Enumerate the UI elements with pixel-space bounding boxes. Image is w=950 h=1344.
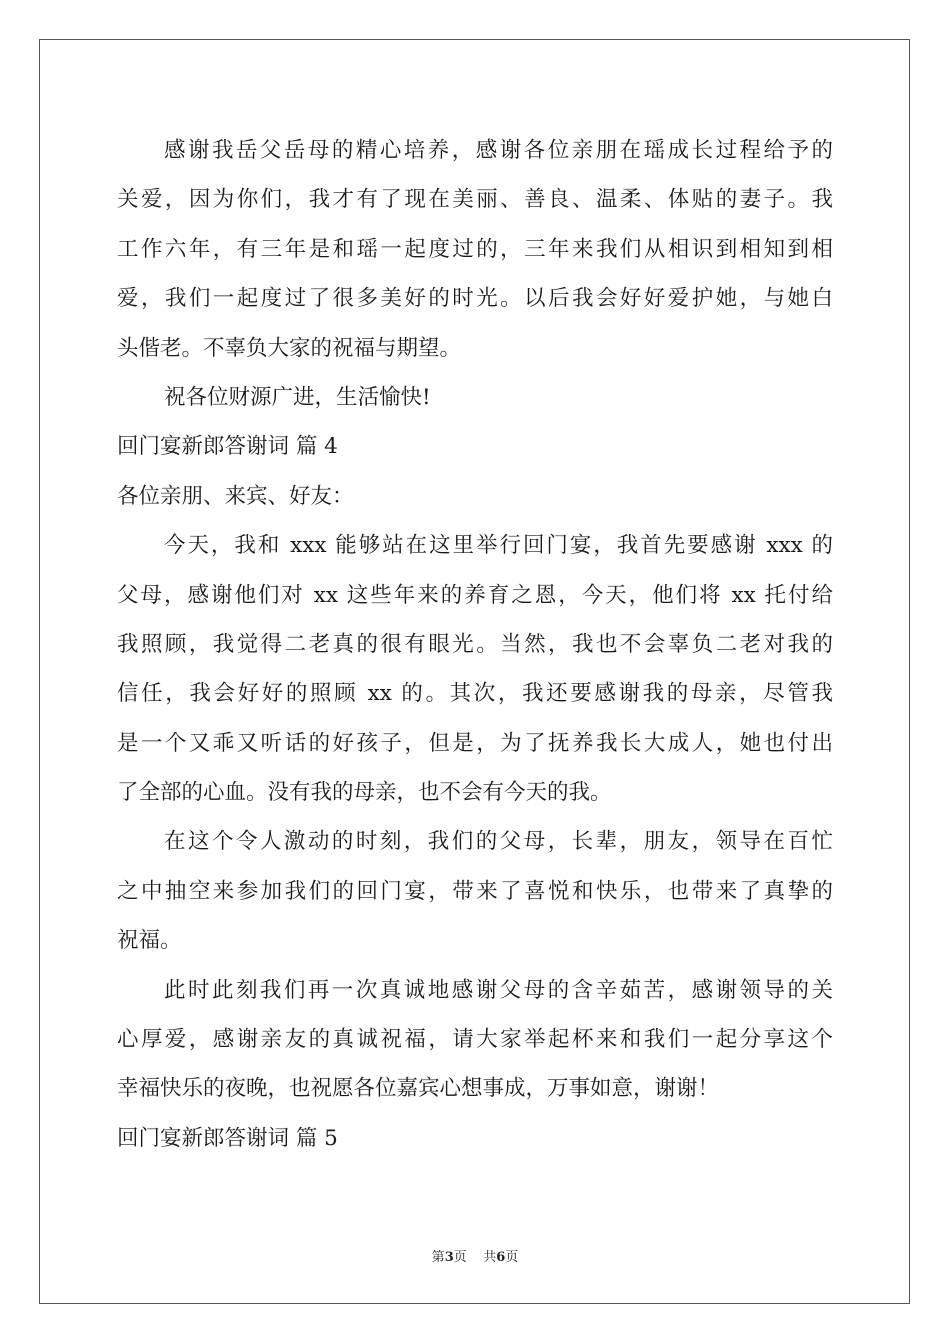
text-line: 爱，我们一起度过了很多美好的时光。以后我会好好爱护她，与她白 <box>117 286 833 312</box>
footer-prefix: 第 <box>431 1250 445 1265</box>
page-footer <box>0 1246 950 1265</box>
total-pages-number: 6 <box>496 1250 506 1265</box>
text-line: 之中抽空来参加我们的回门宴，带来了喜悦和快乐，也带来了真挚的 <box>117 878 833 904</box>
current-page-number: 3 <box>444 1250 454 1265</box>
text-line: 幸福快乐的夜晚，也祝愿各位嘉宾心想事成，万事如意，谢谢！ <box>117 1076 720 1102</box>
section-heading: 回门宴新郎答谢词 篇 4 <box>117 434 338 460</box>
text-line: 心厚爱，感谢亲友的真诚祝福，请大家举起杯来和我们一起分享这个 <box>117 1027 833 1053</box>
text-line: 今天，我和 xxx 能够站在这里举行回门宴，我首先要感谢 xxx 的 <box>164 533 833 559</box>
text-line: 在这个令人激动的时刻，我们的父母，长辈，朋友，领导在百忙 <box>164 829 833 855</box>
text-line: 此时此刻我们再一次真诚地感谢父母的含辛茹苦，感谢领导的关 <box>164 977 833 1003</box>
text-line: 父母，感谢他们对 xx 这些年来的养育之恩，今天，他们将 xx 托付给 <box>117 582 833 608</box>
footer-suffix: 页 <box>505 1250 519 1265</box>
salutation: 各位亲朋、来宾、好友： <box>117 483 354 509</box>
document-body <box>117 126 833 1163</box>
section-heading: 回门宴新郎答谢词 篇 5 <box>117 1125 338 1151</box>
text-line: 感谢我岳父岳母的精心培养，感谢各位亲朋在瑶成长过程给予的 <box>164 138 833 163</box>
text-line: 了全部的心血。没有我的母亲，也不会有今天的我。 <box>117 780 612 806</box>
text-line: 工作六年，有三年是和瑶一起度过的，三年来我们从相识到相知到相 <box>117 236 833 262</box>
text-line: 祝福。 <box>117 928 182 954</box>
text-line: 信任，我会好好的照顾 xx 的。其次，我还要感谢我的母亲，尽管我 <box>117 681 833 707</box>
text-line: 祝各位财源广进，生活愉快! <box>164 384 431 410</box>
footer-mid: 页 共 <box>453 1250 497 1265</box>
text-line: 头偕老。不辜负大家的祝福与期望。 <box>117 335 462 361</box>
text-line: 关爱，因为你们，我才有了现在美丽、善良、温柔、体贴的妻子。我 <box>117 187 833 213</box>
text-line: 我照顾，我觉得二老真的很有眼光。当然，我也不会辜负二老对我的 <box>117 631 833 657</box>
text-line: 是一个又乖又听话的好孩子，但是，为了抚养我长大成人，她也付出 <box>117 730 833 756</box>
